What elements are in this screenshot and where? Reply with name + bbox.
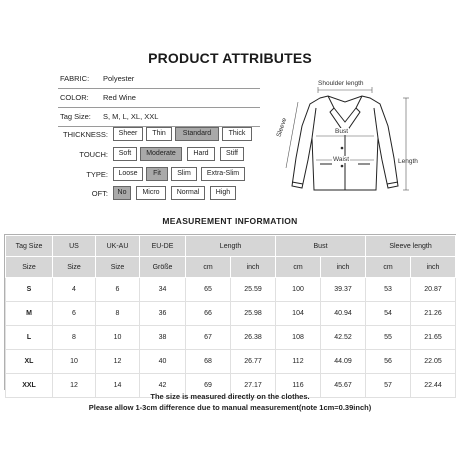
table-cell: 12 xyxy=(53,374,96,398)
header-cell: Length xyxy=(186,236,276,257)
table-cell: S xyxy=(6,278,53,302)
thickness-option-thick[interactable]: Thick xyxy=(222,127,252,141)
note-measured: The size is measured directly on the clothes. xyxy=(150,392,310,401)
measurement-table xyxy=(5,235,456,398)
table-cell: 27.17 xyxy=(231,374,276,398)
table-cell: 42 xyxy=(140,374,186,398)
header-cell: Size xyxy=(6,257,53,278)
length-label: Length xyxy=(398,158,418,165)
thickness-option-sheer[interactable]: Sheer xyxy=(113,127,143,141)
table-cell: 25.59 xyxy=(231,278,276,302)
table-row xyxy=(6,278,456,302)
table-cell: 8 xyxy=(96,302,140,326)
fabric-value: Polyester xyxy=(103,74,135,83)
table-cell: 65 xyxy=(186,278,231,302)
header-cell: inch xyxy=(231,257,276,278)
header-cell: EU-DE xyxy=(140,236,186,257)
table-cell: 104 xyxy=(276,302,321,326)
table-cell: 4 xyxy=(53,278,96,302)
type-option-fit[interactable]: Fit xyxy=(146,167,168,181)
table-cell: 14 xyxy=(96,374,140,398)
touch-option-hard[interactable]: Hard xyxy=(187,147,215,161)
table-cell: 108 xyxy=(276,326,321,350)
header-cell: Bust xyxy=(276,236,366,257)
table-row xyxy=(6,350,456,374)
table-cell: 67 xyxy=(186,326,231,350)
touch-option-stiff[interactable]: Stiff xyxy=(220,147,244,161)
table-cell: 36 xyxy=(140,302,186,326)
oft-option-no[interactable]: No xyxy=(113,186,131,200)
touch-option-moderate[interactable]: Moderate xyxy=(140,147,182,161)
tag-size-value: S, M, L, XL, XXL xyxy=(103,112,159,121)
tag-size-row xyxy=(58,108,260,127)
garment-diagram xyxy=(272,78,422,208)
color-label: COLOR: xyxy=(60,93,89,102)
type-label: TYPE: xyxy=(86,170,108,179)
header-cell: Sleeve length xyxy=(366,236,456,257)
oft-option-micro[interactable]: Micro xyxy=(136,186,166,200)
bust-label: Bust xyxy=(335,128,349,135)
table-cell: 57 xyxy=(366,374,411,398)
table-row xyxy=(6,326,456,350)
table-cell: 55 xyxy=(366,326,411,350)
touch-option-soft[interactable]: Soft xyxy=(113,147,137,161)
fabric-row xyxy=(58,70,260,89)
table-cell: 21.65 xyxy=(411,326,456,350)
oft-label: OFT: xyxy=(91,189,108,198)
table-cell: 22.05 xyxy=(411,350,456,374)
table-cell: 10 xyxy=(53,350,96,374)
header-cell: cm xyxy=(366,257,411,278)
table-cell: 39.37 xyxy=(321,278,366,302)
table-cell: 26.77 xyxy=(231,350,276,374)
table-cell: 8 xyxy=(53,326,96,350)
table-cell: 34 xyxy=(140,278,186,302)
table-cell: 6 xyxy=(96,278,140,302)
table-cell: 26.38 xyxy=(231,326,276,350)
header-cell: cm xyxy=(186,257,231,278)
table-cell: XXL xyxy=(6,374,53,398)
table-cell: 116 xyxy=(276,374,321,398)
table-cell: 68 xyxy=(186,350,231,374)
touch-label: TOUCH: xyxy=(79,150,108,159)
note-difference: Please allow 1-3cm difference due to manual measurement(note 1cm=0.39inch) xyxy=(88,403,372,412)
table-cell: 38 xyxy=(140,326,186,350)
table-cell: 56 xyxy=(366,350,411,374)
waist-label: Waist xyxy=(333,156,350,163)
jacket-illustration xyxy=(272,78,422,208)
color-value: Red Wine xyxy=(103,93,136,102)
thickness-option-standard[interactable]: Standard xyxy=(175,127,219,141)
header-row-2 xyxy=(6,257,456,278)
table-cell: 45.67 xyxy=(321,374,366,398)
table-cell: 25.98 xyxy=(231,302,276,326)
header-cell: UK-AU xyxy=(96,236,140,257)
table-cell: 66 xyxy=(186,302,231,326)
oft-option-high[interactable]: High xyxy=(210,186,236,200)
table-cell: 112 xyxy=(276,350,321,374)
measurement-title: MEASUREMENT INFORMATION xyxy=(162,216,298,226)
table-cell: XL xyxy=(6,350,53,374)
page-title: PRODUCT ATTRIBUTES xyxy=(148,50,312,66)
table-cell: 20.87 xyxy=(411,278,456,302)
type-option-loose[interactable]: Loose xyxy=(113,167,143,181)
thickness-option-thin[interactable]: Thin xyxy=(146,127,172,141)
table-cell: 53 xyxy=(366,278,411,302)
table-cell: 22.44 xyxy=(411,374,456,398)
table-cell: 40.94 xyxy=(321,302,366,326)
table-cell: L xyxy=(6,326,53,350)
table-row xyxy=(6,302,456,326)
header-cell: Tag Size xyxy=(6,236,53,257)
table-cell: 6 xyxy=(53,302,96,326)
table-cell: 100 xyxy=(276,278,321,302)
header-row-1 xyxy=(6,236,456,257)
fabric-label: FABRIC: xyxy=(60,74,90,83)
oft-option-normal[interactable]: Normal xyxy=(171,186,205,200)
header-cell: US xyxy=(53,236,96,257)
table-cell: 54 xyxy=(366,302,411,326)
table-cell: 10 xyxy=(96,326,140,350)
header-cell: Size xyxy=(53,257,96,278)
type-option-extra-slim[interactable]: Extra-Slim xyxy=(201,167,245,181)
thickness-label: THICKNESS: xyxy=(62,130,108,139)
color-row xyxy=(58,89,260,108)
table-cell: 40 xyxy=(140,350,186,374)
table-cell: 44.09 xyxy=(321,350,366,374)
table-cell: 21.26 xyxy=(411,302,456,326)
table-cell: 69 xyxy=(186,374,231,398)
tag-size-label: Tag Size: xyxy=(60,112,91,121)
header-cell: Size xyxy=(96,257,140,278)
header-cell: inch xyxy=(411,257,456,278)
table-cell: 42.52 xyxy=(321,326,366,350)
table-cell: 12 xyxy=(96,350,140,374)
sleeve-label: Sleeve xyxy=(275,116,289,139)
header-cell: inch xyxy=(321,257,366,278)
shoulder-length-label: Shoulder length xyxy=(318,80,364,87)
header-cell: Größe xyxy=(140,257,186,278)
table-cell: M xyxy=(6,302,53,326)
type-option-slim[interactable]: Slim xyxy=(171,167,197,181)
header-cell: cm xyxy=(276,257,321,278)
